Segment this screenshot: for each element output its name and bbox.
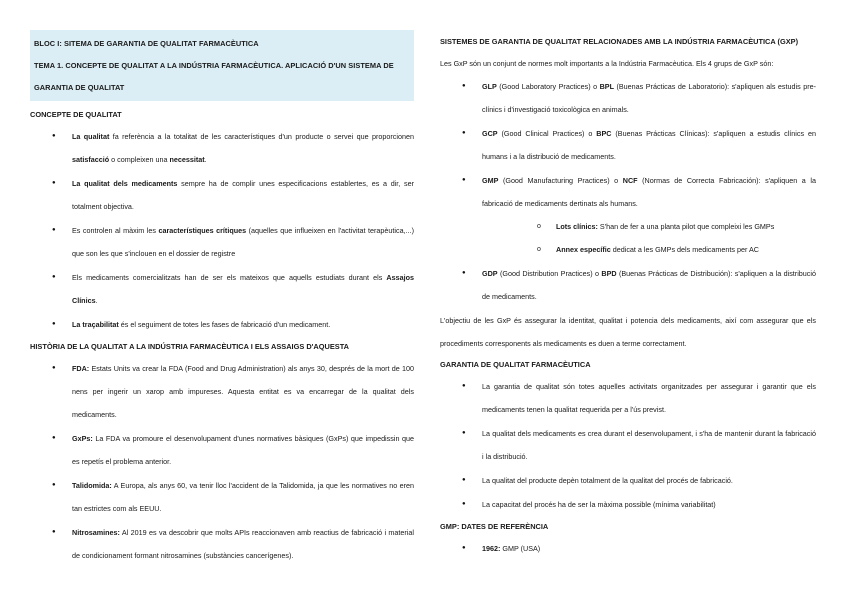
list-item: ● 1962: GMP (USA) bbox=[440, 537, 816, 560]
right-column bbox=[440, 32, 816, 561]
gxp-heading: SISTEMES DE GARANTIA DE QUALITAT RELACIONADES AMB LA INDÚSTRIA FARMACÈUTICA (GXP) bbox=[440, 37, 799, 46]
list-item: ● FDA: Estats Units va crear la FDA (Food and Drug Administration) als anys 30, després de la mort de 100 nens per ingerir un xarop amb impureses. Aquesta entitat es va encarregar de la qualitat dels medicaments. bbox=[30, 357, 414, 426]
concepte-heading: CONCEPTE DE QUALITAT bbox=[30, 110, 122, 119]
list-item: ● La qualitat dels medicaments es crea durant el desenvolupament, i s'ha de mantenir durant la fabricació i la distribució. bbox=[440, 422, 816, 468]
gxp-intro: Les GxP són un conjunt de normes molt importants a la Indústria Farmacèutica. Els 4 grups de GxP són: bbox=[440, 59, 774, 68]
gxp-list bbox=[440, 75, 816, 308]
gmp-dates-heading: GMP: DATES DE REFERÈNCIA bbox=[440, 522, 549, 531]
tema-title-line-2: GARANTIA DE QUALITAT bbox=[34, 83, 125, 92]
list-item: ● La qualitat fa referència a la totalitat de les característiques d'un producte o servei que proporcionen satisfacció o compleixen una necessitat. bbox=[30, 125, 414, 171]
gmp-dates-list bbox=[440, 537, 816, 560]
list-item: ● GLP (Good Laboratory Practices) o BPL (Buenas Prácticas de Laboratorio): s'apliquen als estudis pre-clínics i d'investigació toxicològica en animals. bbox=[440, 75, 816, 121]
list-item: ● GMP (Good Manufacturing Practices) o NCF (Normas de Correcta Fabricación): s'apliquen a la fabricació de medicaments dertinats als humans. o Lots clínics: S'han de fer a una planta pilot que compleixi les GMPs o Annex específic dedicat a les GMPs dels medicaments per AC bbox=[440, 169, 816, 261]
title-banner bbox=[30, 30, 414, 101]
list-item: ● La traçabilitat és el seguiment de totes les fases de fabricació d'un medicament. bbox=[30, 313, 414, 336]
list-item: ● Talidomida: A Europa, als anys 60, va tenir lloc l'accident de la Talidomida, ja que les normatives no eren tan estrictes com als EEUU. bbox=[30, 474, 414, 520]
list-item: ● Els medicaments comercialitzats han de ser els mateixos que aquells estudiats durant els Assajos Clínics. bbox=[30, 266, 414, 312]
bloc-title: BLOC I: SITEMA DE GARANTIA DE QUALITAT FARMACÈUTICA bbox=[34, 39, 259, 48]
list-item: ● Es controlen al màxim les característiques crítiques (aquelles que influeixen en l'activitat terapèutica,...) que son les que s'inclouen en el dossier de registre bbox=[30, 219, 414, 265]
historia-heading: HISTÒRIA DE LA QUALITAT A LA INDÚSTRIA FARMACÈUTICA I ELS ASSAIGS D'AQUESTA bbox=[30, 342, 349, 351]
historia-list bbox=[30, 357, 414, 567]
left-column bbox=[30, 30, 414, 568]
sub-list-item: o Annex específic dedicat a les GMPs dels medicaments per AC bbox=[482, 238, 816, 261]
concepte-list bbox=[30, 125, 414, 336]
list-item: ● La qualitat del producte depèn totalment de la qualitat del procés de fabricació. bbox=[440, 469, 816, 492]
list-item: ● Nitrosamines: Al 2019 es va descobrir que molts APIs reaccionaven amb reactius de fabricació i material de condicionament formant nitrosamines (substàncies cancerígenes). bbox=[30, 521, 414, 567]
tema-title-line-1: TEMA 1. CONCEPTE DE QUALITAT A LA INDÚSTRIA FARMACÈUTICA. APLICACIÓ D'UN SISTEMA DE bbox=[34, 61, 394, 70]
garantia-heading: GARANTIA DE QUALITAT FARMACÈUTICA bbox=[440, 360, 591, 369]
list-item: ● La qualitat dels medicaments sempre ha de complir unes especificacions establertes, es a dir, ser totalment objectiva. bbox=[30, 172, 414, 218]
gxp-objective: L'objectiu de les GxP és assegurar la identitat, qualitat i potencia dels medicaments, així com assegurar que els procediments corresponents als medicaments es duen a terme correctament. bbox=[440, 316, 816, 348]
list-item: ● GCP (Good Clinical Practices) o BPC (Buenas Prácticas Clínicas): s'apliquen a estudis clínics en humans i a la distribució de medicaments. bbox=[440, 122, 816, 168]
sub-list-item: o Lots clínics: S'han de fer a una planta pilot que compleixi les GMPs bbox=[482, 215, 816, 238]
list-item: ● GDP (Good Distribution Practices) o BPD (Buenas Prácticas de Distribución): s'apliquen a la distribució de medicaments. bbox=[440, 262, 816, 308]
list-item: ● GxPs: La FDA va promoure el desenvolupament d'unes normatives bàsiques (GxPs) que impedissin que es repetís el problema anterior. bbox=[30, 427, 414, 473]
gmp-sublist bbox=[482, 215, 816, 261]
garantia-list bbox=[440, 375, 816, 516]
list-item: ● La garantia de qualitat són totes aquelles activitats organitzades per assegurar i garantir que els medicaments tenen la qualitat requerida per a l'ús previst. bbox=[440, 375, 816, 421]
list-item: ● La capacitat del procés ha de ser la màxima possible (mínima variabilitat) bbox=[440, 493, 816, 516]
